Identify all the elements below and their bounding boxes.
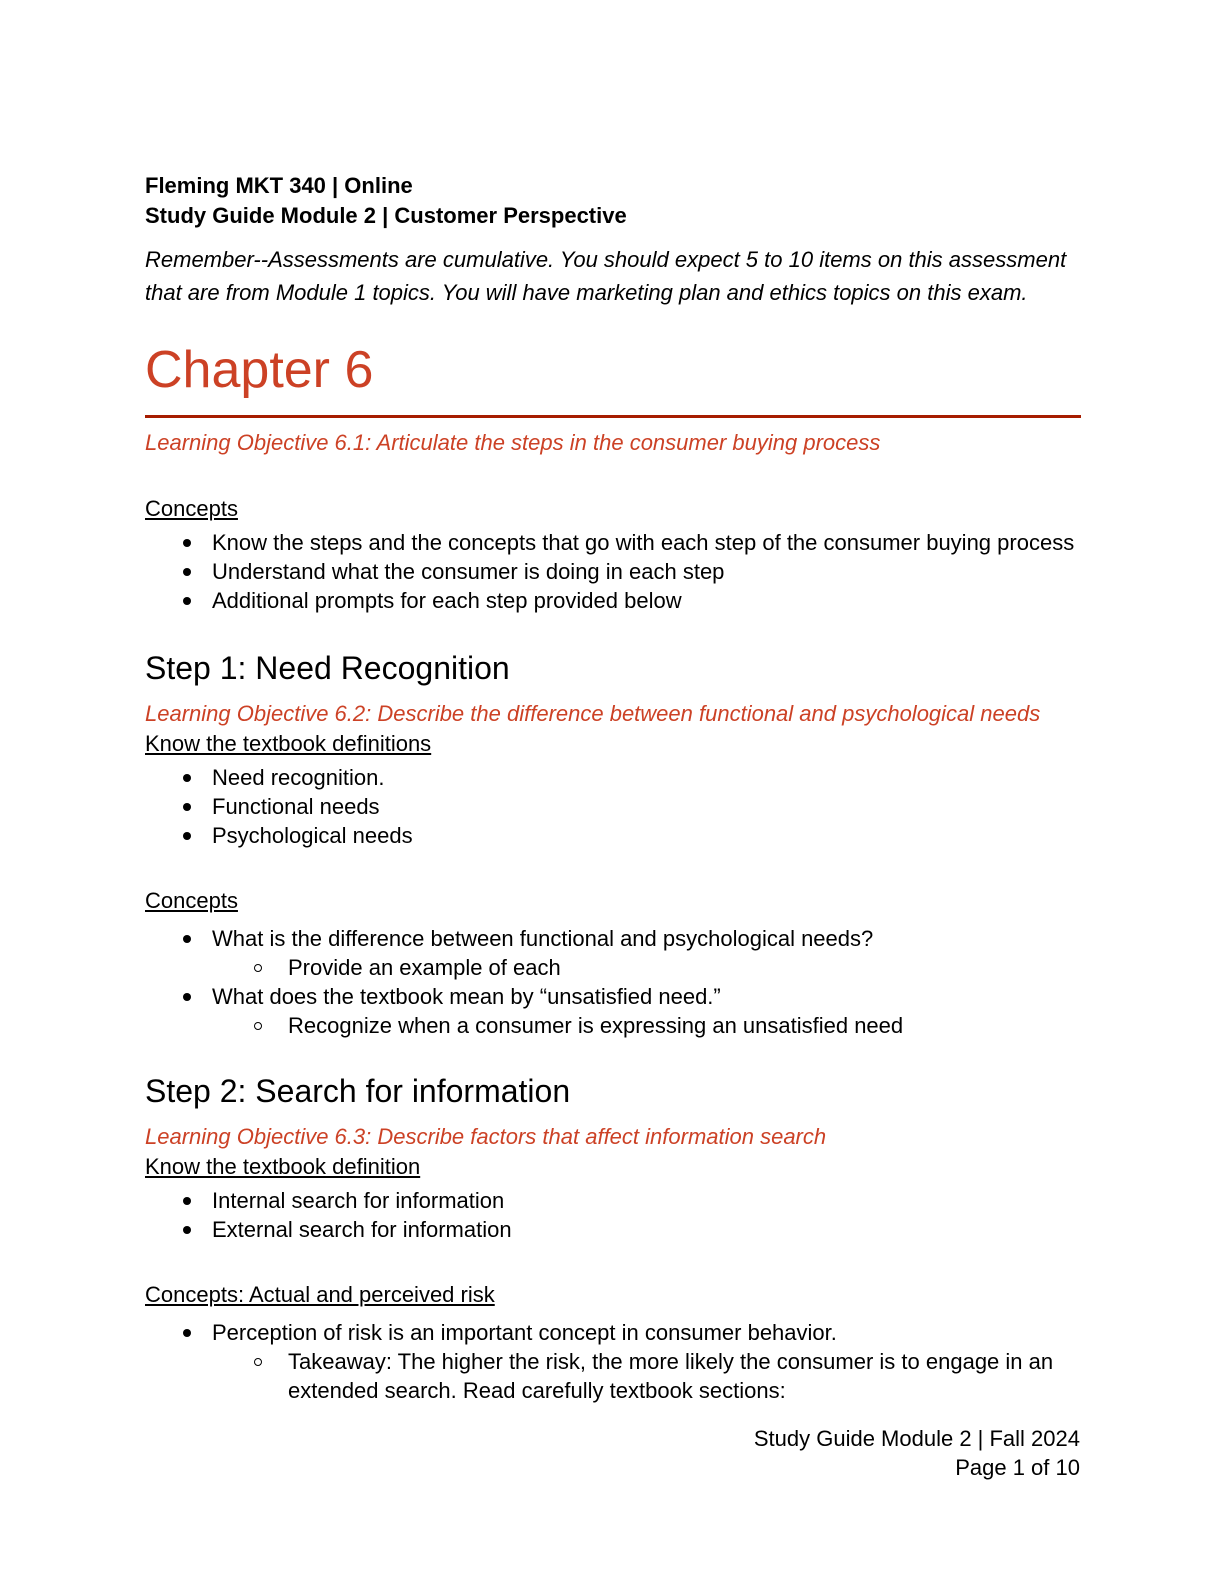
footer-title: Study Guide Module 2 | Fall 2024 [753, 1426, 1080, 1451]
list-item-text: Perception of risk is an important concept in consumer behavior. [212, 1320, 837, 1345]
list-item-text: Internal search for information [212, 1188, 505, 1213]
list-item-text: Understand what the consumer is doing in each step [212, 559, 725, 584]
page-footer [754, 1424, 1080, 1482]
list-item [145, 821, 1081, 850]
bullet-icon [183, 774, 191, 782]
step2-heading: Step 2: Search for information [145, 1073, 571, 1109]
list-subitem [145, 953, 1081, 982]
list-subitem [145, 1011, 1081, 1040]
list-item-text: Additional prompts for each step provided below [212, 588, 682, 613]
step1-heading: Step 1: Need Recognition [145, 650, 510, 686]
list-item [145, 924, 1081, 953]
chapter-title: Chapter 6 [145, 341, 374, 399]
list-item [145, 1186, 1081, 1215]
bullet-icon [183, 539, 191, 547]
bullet-icon [183, 832, 191, 840]
list-item-text: Functional needs [212, 794, 380, 819]
concepts-list-1 [145, 528, 1081, 615]
step1-definitions-heading: Know the textbook definitions [145, 731, 432, 756]
bullet-icon [183, 935, 191, 943]
bullet-icon [183, 1197, 191, 1205]
list-item-text: External search for information [212, 1217, 512, 1242]
list-item [145, 792, 1081, 821]
list-item-text: Takeaway: The higher the risk, the more likely the consumer is to engage in an extended search. Read carefully textbook sections: [288, 1349, 1054, 1403]
footer-page-number: Page 1 of 10 [955, 1455, 1080, 1480]
learning-objective-6-1: Learning Objective 6.1: Articulate the steps in the consumer buying process [145, 430, 881, 455]
bullet-icon [183, 803, 191, 811]
list-item [145, 586, 1081, 615]
list-item-text: Know the steps and the concepts that go with each step of the consumer buying process [212, 530, 1075, 555]
step1-concepts-list [145, 924, 1081, 1040]
bullet-icon [183, 993, 191, 1001]
step2-definitions-list [145, 1186, 1081, 1244]
list-item [145, 1215, 1081, 1244]
step2-concepts-heading: Concepts: Actual and perceived risk [145, 1282, 495, 1307]
document-body [145, 0, 1081, 1405]
course-header: Fleming MKT 340 | Online [145, 173, 413, 198]
hollow-bullet-icon [254, 1358, 262, 1366]
hollow-bullet-icon [254, 1022, 262, 1030]
concepts-heading-1: Concepts [145, 496, 238, 521]
bullet-icon [183, 1329, 191, 1337]
hollow-bullet-icon [254, 964, 262, 972]
list-item-text: What does the textbook mean by “unsatisfied need.” [212, 984, 721, 1009]
learning-objective-6-2: Learning Objective 6.2: Describe the difference between functional and psychological needs [145, 701, 1041, 726]
bullet-icon [183, 597, 191, 605]
list-item [145, 982, 1081, 1011]
list-item-text: Psychological needs [212, 823, 413, 848]
assessment-note: Remember--Assessments are cumulative. You should expect 5 to 10 items on this assessment that are from Module 1 topics. You will have marketing plan and ethics topics on this exam. [145, 247, 1067, 305]
title-rule [145, 415, 1081, 418]
list-item-text: Provide an example of each [288, 955, 561, 980]
list-item-text: What is the difference between functional and psychological needs? [212, 926, 874, 951]
list-item-text: Recognize when a consumer is expressing an unsatisfied need [288, 1013, 904, 1038]
bullet-icon [183, 568, 191, 576]
list-item [145, 763, 1081, 792]
bullet-icon [183, 1226, 191, 1234]
step2-concepts-list [145, 1318, 1081, 1405]
list-subitem [145, 1347, 1081, 1405]
step1-definitions-list [145, 763, 1081, 850]
learning-objective-6-3: Learning Objective 6.3: Describe factors that affect information search [145, 1124, 827, 1149]
list-item [145, 528, 1081, 557]
step1-concepts-heading: Concepts [145, 888, 238, 913]
list-item [145, 1318, 1081, 1347]
list-item-text: Need recognition. [212, 765, 385, 790]
step2-definitions-heading: Know the textbook definition [145, 1154, 421, 1179]
list-item [145, 557, 1081, 586]
doc-subtitle: Study Guide Module 2 | Customer Perspective [145, 203, 627, 228]
